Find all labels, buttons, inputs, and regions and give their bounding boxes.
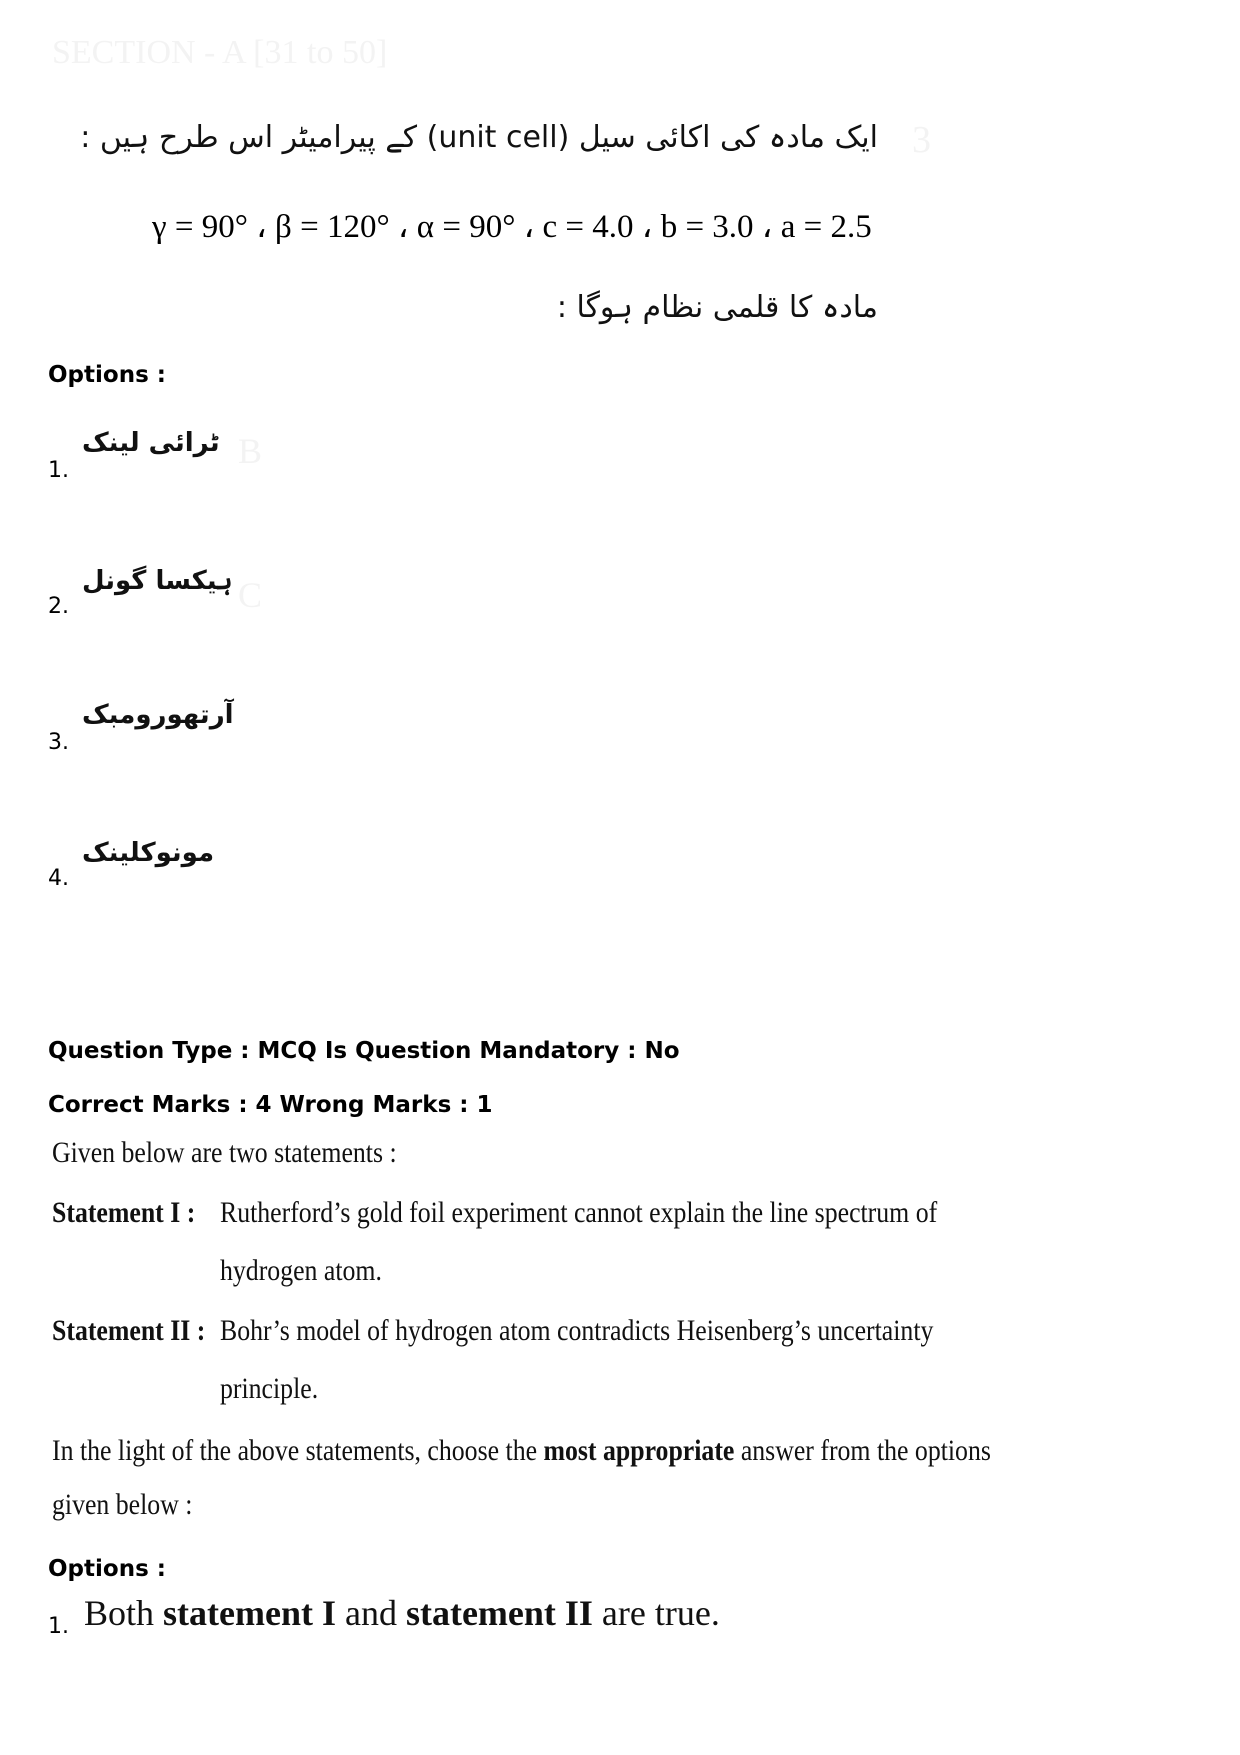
option-text: مونوکلینک bbox=[82, 838, 215, 868]
statement-1-label: Statement I : bbox=[52, 1196, 196, 1229]
instruction-pre: In the light of the above statements, choose the bbox=[52, 1434, 544, 1467]
option-number: 3. bbox=[48, 730, 69, 755]
option-ghost-letter: B bbox=[238, 431, 263, 471]
unit-cell-parameters: γ = 90° ، β = 120° ، α = 90° ، c = 4.0 ، b = 3.0 ، a = 2.5 bbox=[152, 209, 872, 245]
question-type-line: Question Type : MCQ Is Question Mandatory : No bbox=[48, 1038, 680, 1064]
instruction-line-2: given below : bbox=[52, 1488, 193, 1521]
q2-intro: Given below are two statements : bbox=[52, 1136, 397, 1169]
instruction-bold: most appropriate bbox=[543, 1434, 735, 1467]
instruction-line-1 bbox=[52, 1434, 991, 1468]
question-line-1: ایک مادہ کی اکائی سیل (unit cell) کے پیرامیٹر اس طرح ہیں : bbox=[80, 120, 878, 155]
option-text-bold-2: statement II bbox=[405, 1593, 593, 1633]
statement-1-line-1: Rutherford’s gold foil experiment cannot explain the line spectrum of bbox=[220, 1196, 938, 1229]
option-text-mid: and bbox=[335, 1593, 406, 1633]
statement-2-line-2: principle. bbox=[220, 1372, 319, 1405]
option-number: 1. bbox=[48, 458, 69, 483]
option-number: 2. bbox=[48, 594, 69, 619]
option-text: ہیکسا گونل bbox=[82, 566, 233, 596]
marks-line: Correct Marks : 4 Wrong Marks : 1 bbox=[48, 1092, 493, 1118]
statement-1-line-2: hydrogen atom. bbox=[220, 1254, 382, 1287]
option-text-pre: Both bbox=[84, 1593, 164, 1633]
option-number: 4. bbox=[48, 866, 69, 891]
section-header: SECTION - A [31 to 50] bbox=[52, 34, 388, 71]
question-number: 3 bbox=[912, 119, 931, 161]
option-ghost-letter: C bbox=[238, 575, 263, 615]
statement-2-label: Statement II : bbox=[52, 1314, 206, 1347]
option-text-bold-1: statement I bbox=[163, 1593, 336, 1633]
option-number: 1. bbox=[48, 1614, 69, 1639]
options-label: Options : bbox=[48, 362, 166, 388]
option-text: آرتھورومبک bbox=[82, 700, 234, 730]
instruction-post: answer from the options bbox=[734, 1434, 991, 1467]
option-text: ٹرائی لینک bbox=[82, 428, 220, 458]
question-line-3: مادہ کا قلمی نظام ہوگا : bbox=[556, 290, 878, 325]
options-label-2: Options : bbox=[48, 1556, 166, 1582]
option-text bbox=[84, 1592, 720, 1634]
statement-2-line-1: Bohr’s model of hydrogen atom contradicts Heisenberg’s uncertainty bbox=[220, 1314, 934, 1347]
option-text-post: are true. bbox=[592, 1593, 720, 1633]
